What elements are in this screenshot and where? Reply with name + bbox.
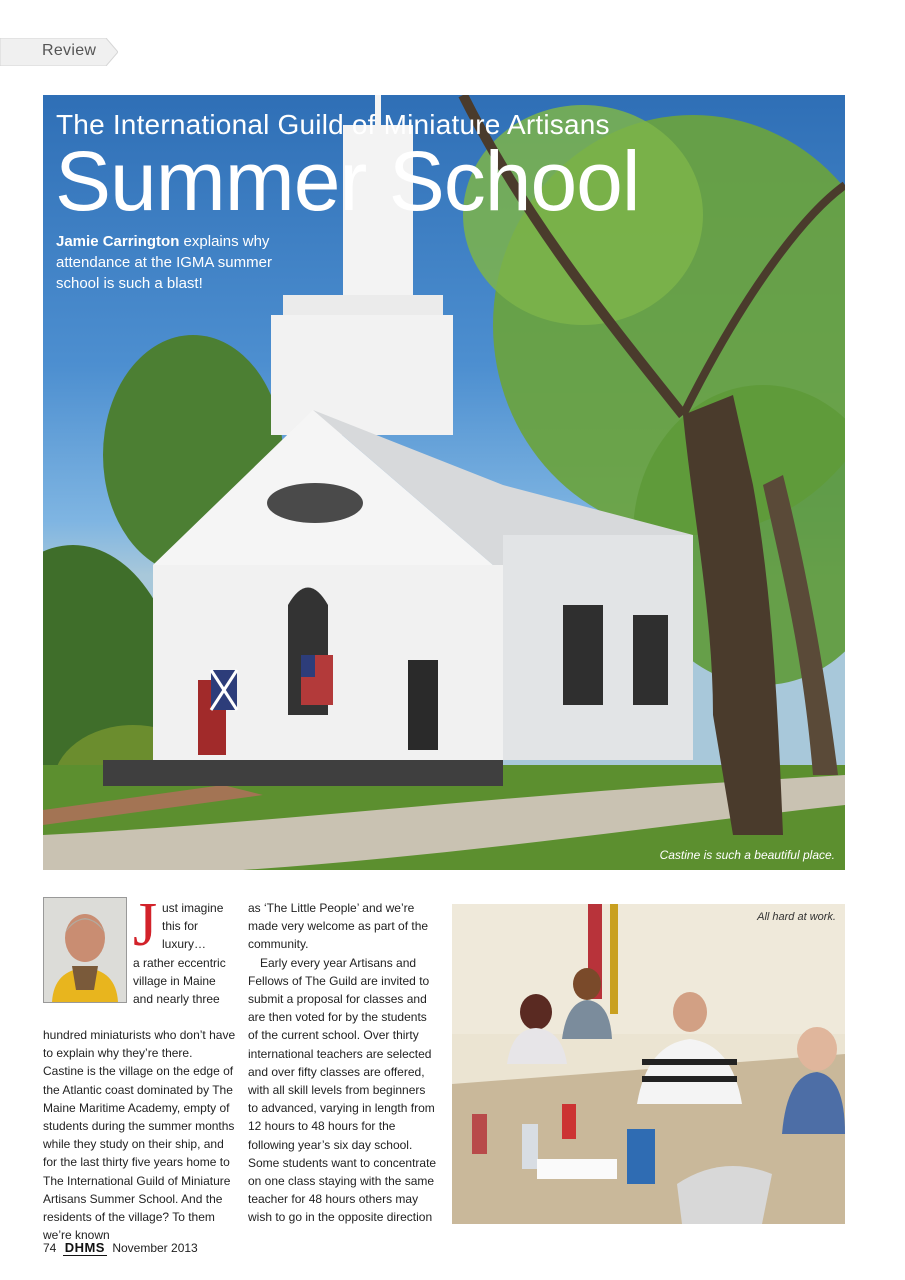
workshop-photo — [452, 904, 845, 1224]
page-footer — [43, 1240, 198, 1256]
article-col1-bottom: hundred miniaturists who don’t have to explain why they’re there. Castine is the village on the edge of the Atlantic coast dominated by The Maine Maritime Academy, empty of students during the summer months while they study on their ship, and for the last thirty five years home to The International Guild of Miniature Artisans Summer School. And the residents of the village? To them we’re known — [43, 1028, 236, 1243]
article-col2 — [248, 899, 438, 1227]
page-number: 74 — [43, 1241, 57, 1255]
standfirst — [56, 231, 296, 294]
author-portrait — [43, 897, 127, 1003]
article-col2-paragraph-2: Early every year Artisans and Fellows of The Guild are invited to submit a proposal for classes and are then voted for by the students of the current school. Over thirty international teachers are selected and over fifty classes are offered, with all skill levels from beginners to advanced, varying in length from 12 hours to 48 hours for the following year’s six day school. Some students want to concentrate on one class staying with the same teacher for 48 hours others may wish to go in the opposite direction — [248, 955, 437, 1225]
hero-caption: Castine is such a beautiful place. — [659, 848, 835, 862]
article-col1-top: ust imagine this for luxury… — [162, 901, 224, 952]
workshop-illustration — [452, 904, 845, 1224]
section-tab — [0, 38, 118, 66]
author-name: Jamie Carrington — [56, 233, 180, 250]
article-col2-paragraph-1: as ‘The Little People’ and we’re made very welcome as part of the community. — [248, 901, 429, 952]
standfirst-text: explains why attendance at the IGMA summer school is such a blast! — [56, 233, 272, 292]
drop-cap: J — [133, 891, 158, 959]
article-col1-mid: a rather eccentric village in Maine and nearly three — [133, 956, 226, 1007]
headline-kicker: The International Guild of Miniature Artisans — [56, 109, 610, 140]
workshop-caption: All hard at work. — [757, 911, 836, 923]
hero-photo — [43, 95, 845, 870]
section-label: Review — [42, 42, 97, 59]
portrait-illustration — [44, 898, 126, 1002]
headline-title: Summer School — [55, 134, 640, 228]
magazine-logo: DHMS — [64, 1240, 105, 1255]
issue-date: November 2013 — [112, 1241, 198, 1255]
